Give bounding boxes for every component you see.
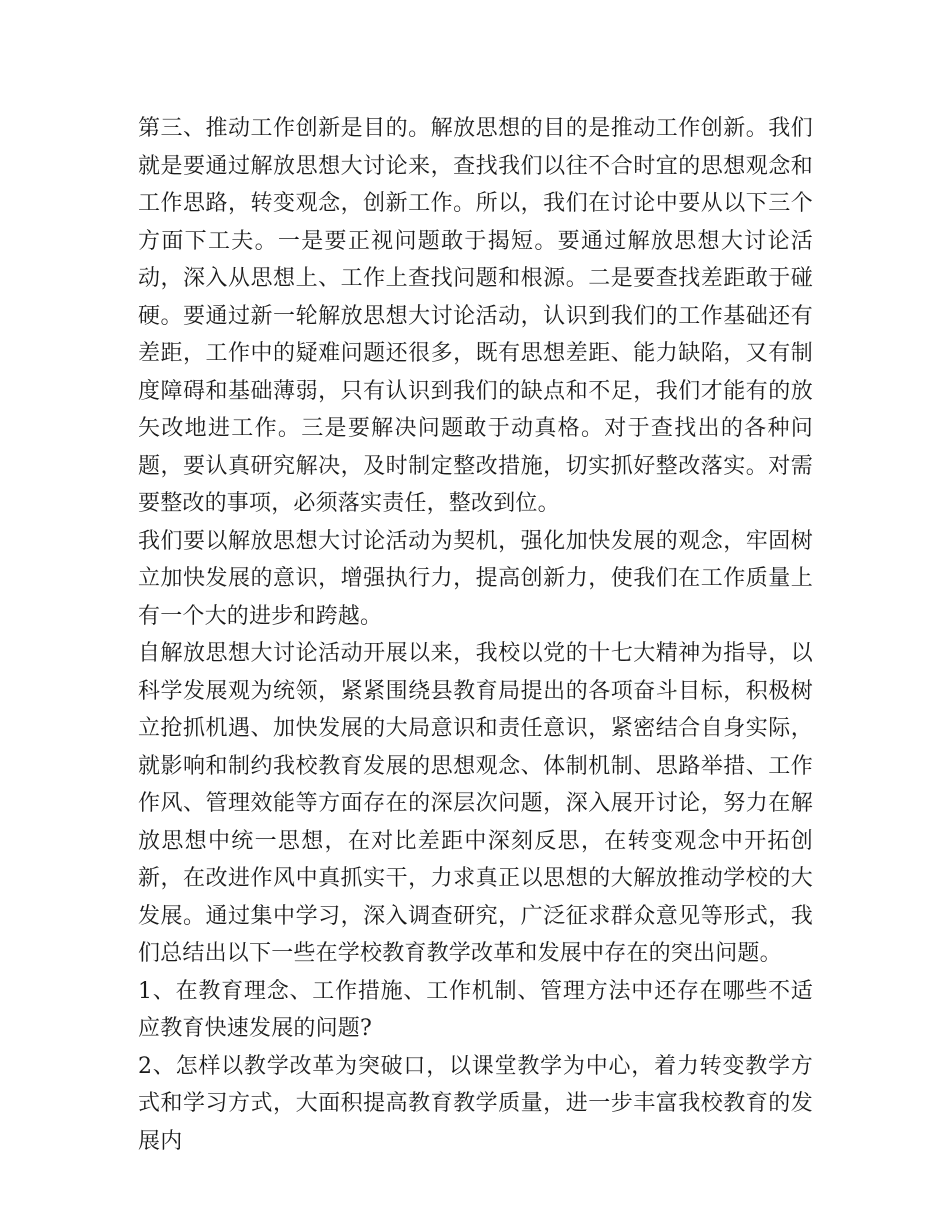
list-item-question-2: 2、怎样以教学改革为突破口，以课堂教学为中心，着力转变教学方式和学习方式，大面积提高教育教学质量，进一步丰富我校教育的发展内: [138, 1053, 813, 1154]
paragraph-school-discussion: 自解放思想大讨论活动开展以来，我校以党的十七大精神为指导，以科学发展观为统领，紧紧围绕县教育局提出的各项奋斗目标，积极树立抢抓机遇、加快发展的大局意识和责任意识，紧密结合自身实际，就影响和制约我校教育发展的思想观念、体制机制、思路举措、工作作风、管理效能等方面存在的深层次问题，深入展开讨论，努力在解放思想中统一思想，在对比差距中深刻反思，在转变观念中开拓创新，在改进作风中真抓实干，力求真正以思想的大解放推动学校的大发展。通过集中学习，深入调查研究，广泛征求群众意见等形式，我们总结出以下一些在学校教育教学改革和发展中存在的突出问题。: [138, 641, 813, 966]
paragraph-opportunity: 我们要以解放思想大讨论活动为契机，强化加快发展的观念，牢固树立加快发展的意识，增强执行力，提高创新力，使我们在工作质量上有一个大的进步和跨越。: [138, 528, 813, 629]
document-body: [138, 110, 813, 1160]
paragraph-innovation-goal: 第三、推动工作创新是目的。解放思想的目的是推动工作创新。我们就是要通过解放思想大讨论来，查找我们以往不合时宜的思想观念和工作思路，转变观念，创新工作。所以，我们在讨论中要从以下三个方面下工夫。一是要正视问题敢于揭短。要通过解放思想大讨论活动，深入从思想上、工作上查找问题和根源。二是要查找差距敢于碰硬。要通过新一轮解放思想大讨论活动，认识到我们的工作基础还有差距，工作中的疑难问题还很多，既有思想差距、能力缺陷，又有制度障碍和基础薄弱，只有认识到我们的缺点和不足，我们才能有的放矢改地进工作。三是要解决问题敢于动真格。对于查找出的各种问题，要认真研究解决，及时制定整改措施，切实抓好整改落实。对需要整改的事项，必须落实责任，整改到位。: [138, 116, 813, 516]
list-item-question-1: 1、在教育理念、工作措施、工作机制、管理方法中还存在哪些不适应教育快速发展的问题?: [138, 978, 813, 1041]
